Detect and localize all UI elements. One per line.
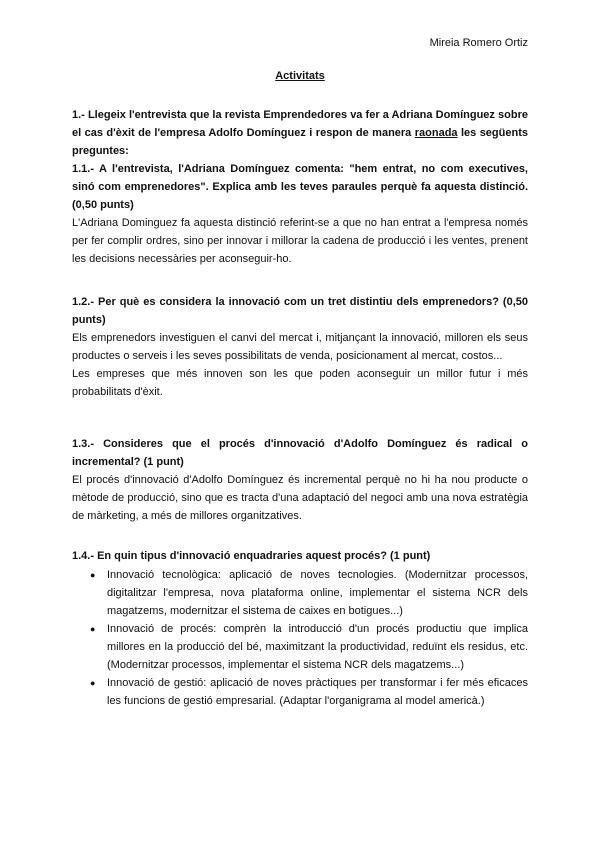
list-item-text: Innovació tecnològica: aplicació de noves tecnologies. (Modernitzar processos, digitalitzar l'empresa, nova plataforma online, implementar el sistema NCR dels magatzems, modernitzar el sistema de caixes en botigues...) — [107, 569, 528, 617]
list-item-text: Innovació de procés: comprèn la introducció d'un procés productiu que implica millores en la producció del bé, maximitzant la productividad, reduïnt els residus, etc. (Modernitzar processos, implementar el sistema NCR dels magatzems...) — [107, 623, 528, 671]
q1-4-list — [72, 566, 528, 710]
q1-1-question: 1.1.- A l'entrevista, l'Adriana Domínguez comenta: "hem entrat, no com executives, sinó com emprenedores". Explica amb les teves paraules perquè fa aquesta distinció. (0,50 punts) — [72, 163, 528, 211]
bullet-icon: ● — [90, 678, 96, 688]
author-name: Mireia Romero Ortiz — [429, 37, 528, 49]
q1-intro-underlined: raonada — [414, 127, 458, 139]
q1-2-answer-p2: Les empreses que més innoven son les que poden aconseguir un millor futur i més probabilitats d'èxit. — [72, 368, 528, 398]
q1-intro — [72, 106, 528, 160]
q1-4-question: 1.4.- En quin tipus d'innovació enquadraries aquest procés? (1 punt) — [72, 550, 431, 562]
page-title: Activitats — [275, 70, 325, 82]
q1-1-answer: L'Adriana Dominguez fa aquesta distinció referint-se a que no han entrat a l'empresa només per fer complir ordres, sino per innovar i millorar la cadena de producció i les ventes, prenent les decisions necessàries per aconseguir-ho. — [72, 217, 528, 265]
q1-3-answer: El procés d'innovació d'Adolfo Domínguez és incremental perquè no hi ha nou producte o mètode de producció, sino que es tracta d'una adaptació del negoci amb una nova estratègia de màrketing, a més de millores organitzatives. — [72, 474, 528, 522]
q1-2-question: 1.2.- Per què es considera la innovació com un tret distintiu dels emprenedors? (0,50 punts) — [72, 296, 528, 326]
bullet-icon: ● — [90, 570, 96, 580]
list-item — [72, 566, 528, 620]
bullet-icon: ● — [90, 624, 96, 634]
list-item — [72, 674, 528, 710]
list-item-text: Innovació de gestió: aplicació de noves pràctiques per transformar i fer més eficaces les funcions de gestió empresarial. (Adaptar l'organigrama al model americà.) — [107, 677, 528, 707]
list-item — [72, 620, 528, 674]
q1-3-question: 1.3.- Consideres que el procés d'innovació d'Adolfo Domínguez és radical o incremental? (1 punt) — [72, 438, 528, 468]
q1-intro-text: 1.- Llegeix l'entrevista que la revista Emprendedores va fer a Adriana Domínguez sobre el cas d'èxit de l'empresa Adolfo Domínguez i respon de manera — [72, 109, 528, 139]
q1-2-answer-p1: Els emprenedors investiguen el canvi del mercat i, mitjançant la innovació, milloren els seus productes o serveis i les seves possibilitats de venda, posicionament al mercat, costos... — [72, 332, 528, 362]
q1-intro-tail: les següents preguntes: — [72, 127, 528, 157]
